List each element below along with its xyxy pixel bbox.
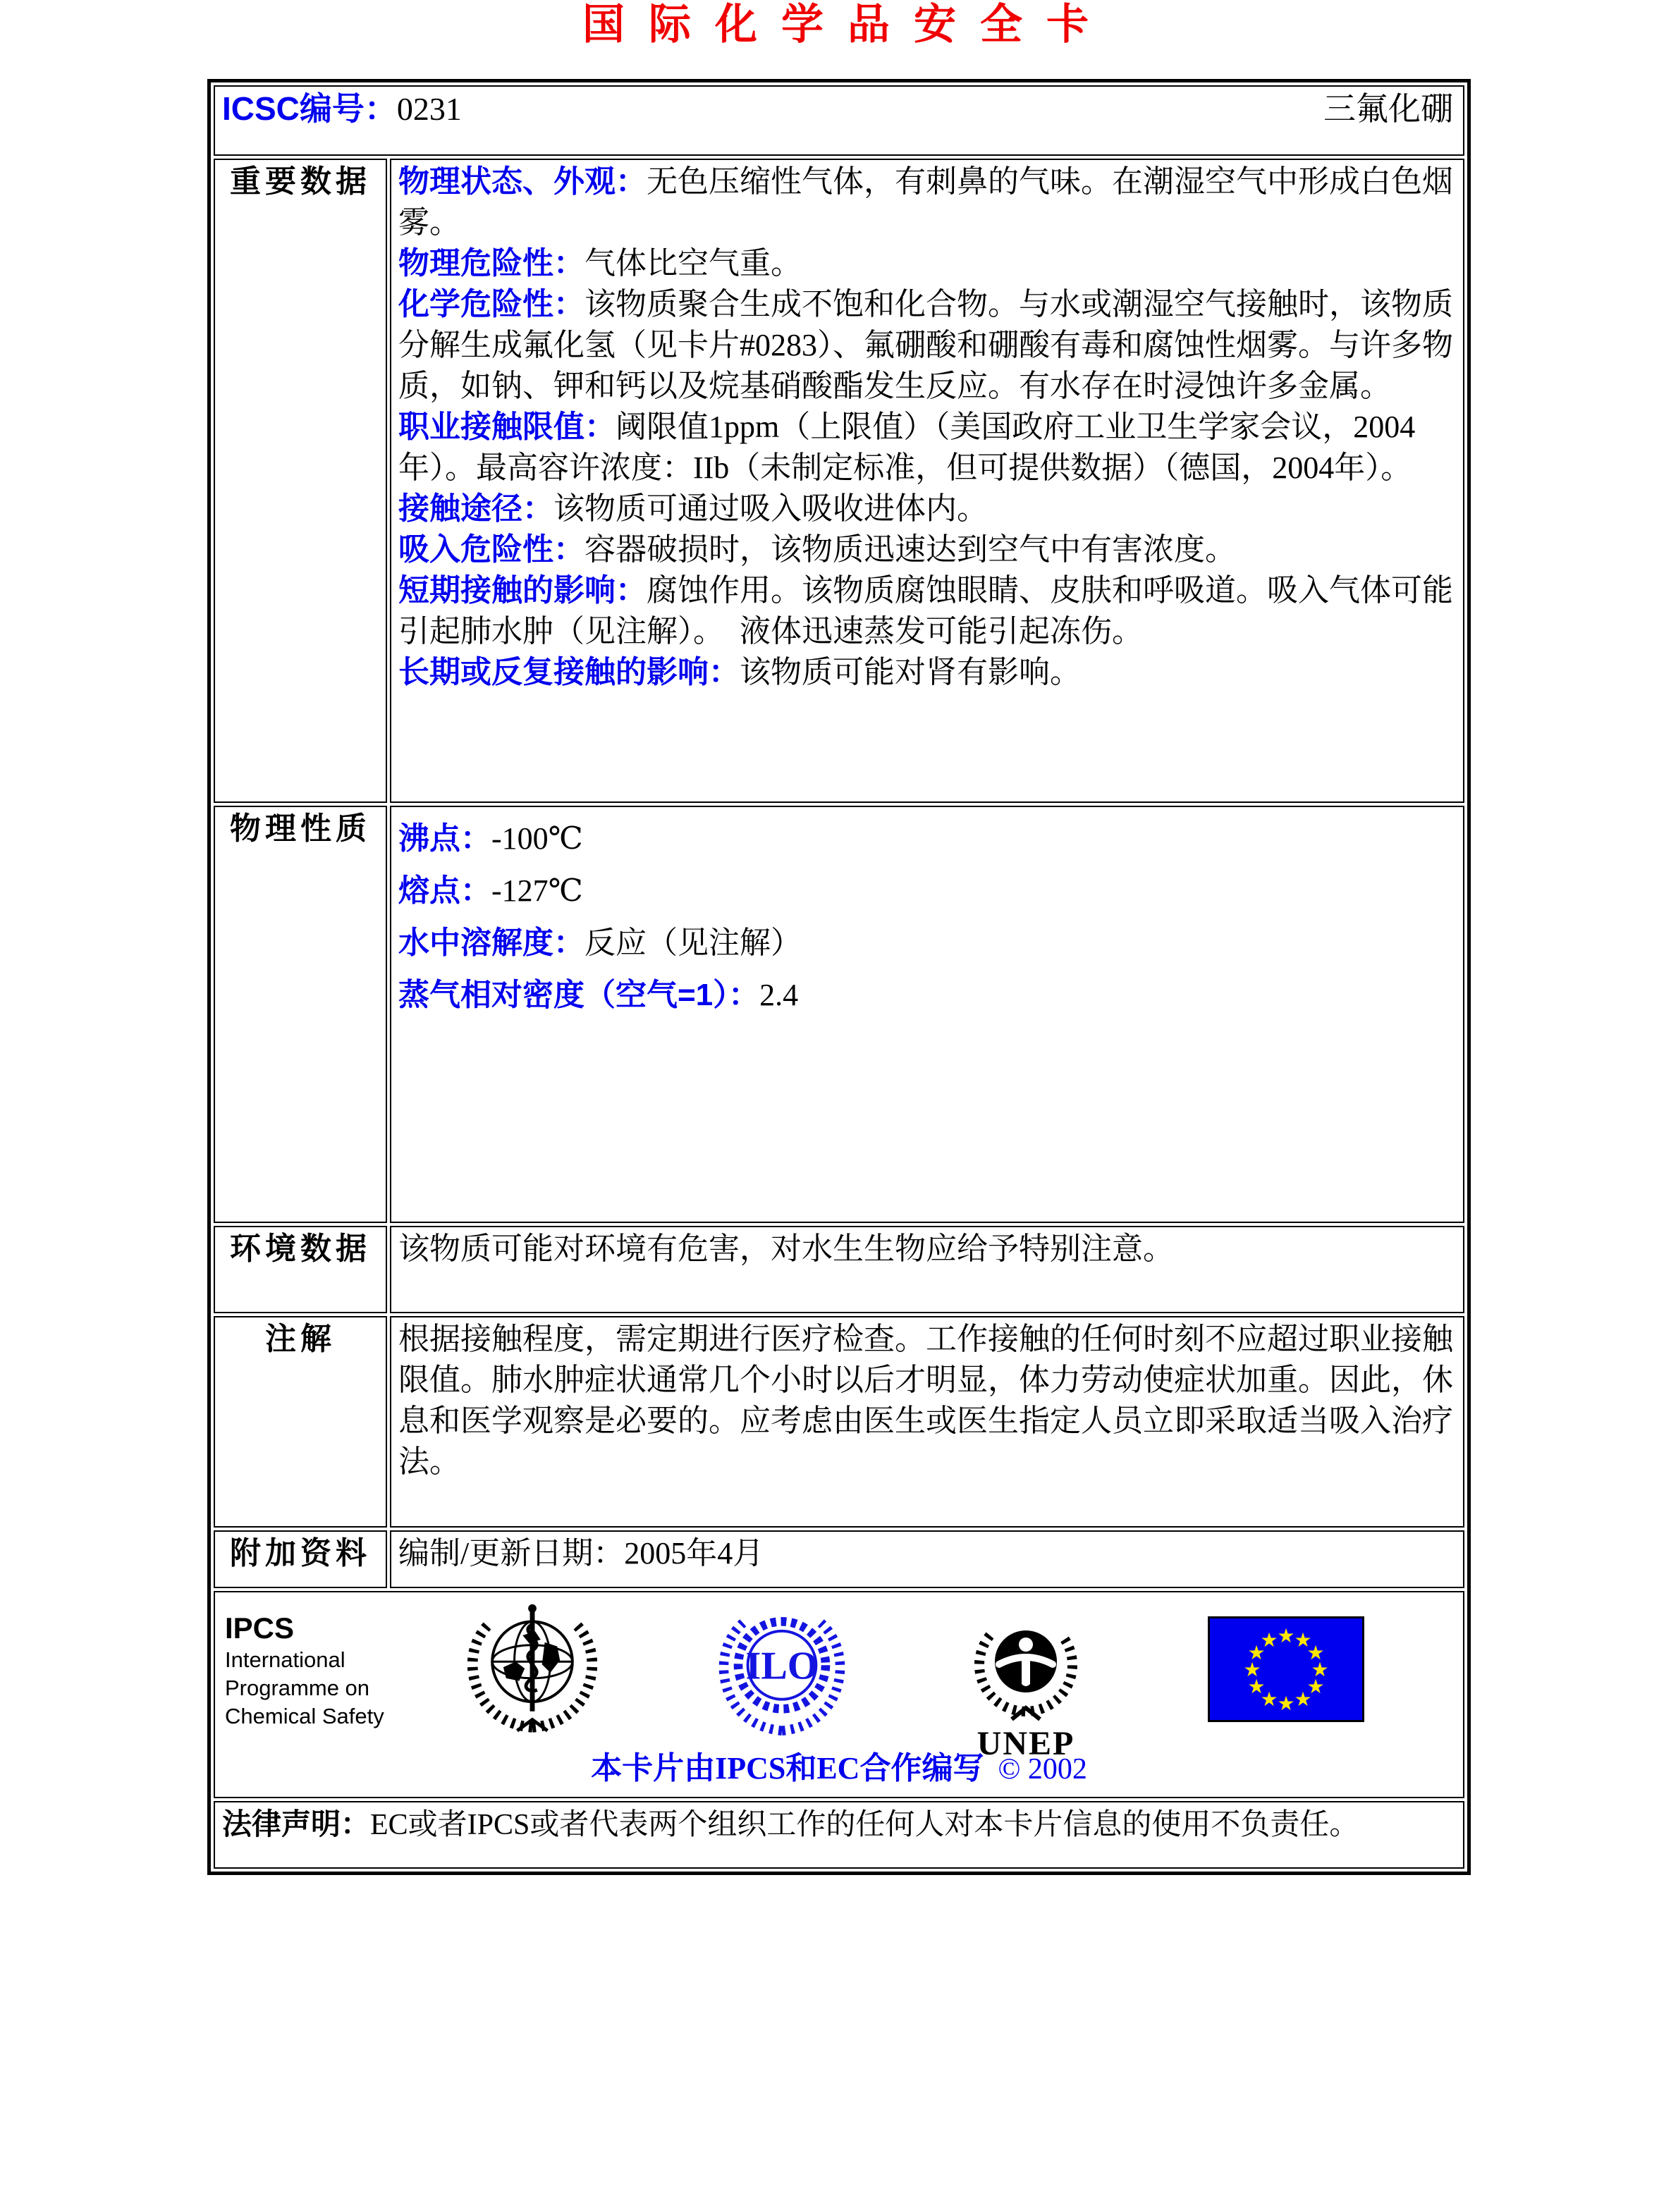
credit-line — [215, 1748, 1463, 1790]
field-text: 该物质可通过吸入吸收进体内。 — [553, 491, 988, 526]
unep-logo-text: UNEP — [977, 1725, 1075, 1762]
svg-text:★: ★ — [1277, 1624, 1295, 1647]
important-item — [398, 529, 1456, 570]
unep-logo-icon — [962, 1598, 1089, 1762]
section-important-content — [390, 159, 1464, 803]
ilo-logo-text: ILO — [745, 1644, 819, 1688]
physical-item — [398, 923, 1456, 964]
icsc-table — [207, 79, 1471, 1875]
field-label: 水中溶解度： — [398, 926, 584, 960]
svg-text:★: ★ — [1306, 1641, 1325, 1664]
header-row — [214, 85, 1464, 156]
eu-flag-icon — [1208, 1616, 1364, 1722]
page-title: 国际化学品安全卡 — [582, 0, 1113, 49]
section-notes-content — [390, 1316, 1464, 1528]
field-text: 2.4 — [759, 978, 799, 1012]
field-label: 沸点： — [398, 821, 491, 856]
section-label-environment: 环境数据 — [214, 1226, 387, 1313]
legal-row — [214, 1801, 1464, 1869]
svg-text:★: ★ — [1311, 1658, 1329, 1681]
svg-text:★: ★ — [1294, 1628, 1312, 1652]
section-physical-content — [390, 806, 1464, 1223]
field-text: -100℃ — [491, 821, 583, 856]
section-label-important: 重要数据 — [214, 159, 387, 803]
legal-label: 法律声明： — [222, 1807, 371, 1841]
important-item — [398, 570, 1456, 652]
field-label: 熔点： — [398, 873, 491, 908]
field-text: 气体比空气重。 — [584, 246, 802, 281]
ipcs-line: Chemical Safety — [225, 1704, 384, 1728]
credit-text: 本卡片由IPCS和EC合作编写 — [591, 1751, 984, 1786]
logos-row — [214, 1591, 1464, 1798]
update-date-label: 编制/更新日期： — [398, 1536, 625, 1571]
ipcs-title: IPCS — [225, 1611, 295, 1645]
field-label: 物理状态、外观： — [398, 164, 647, 199]
svg-text:★: ★ — [1247, 1641, 1266, 1664]
field-label: 接触途径： — [398, 491, 553, 526]
svg-text:★: ★ — [1260, 1628, 1278, 1652]
environment-text: 该物质可能对环境有危害，对水生生物应给予特别注意。 — [398, 1231, 1174, 1266]
field-label: 物理危险性： — [398, 246, 584, 281]
section-label-additional: 附加资料 — [214, 1530, 387, 1588]
field-text: 该物质可能对肾有影响。 — [740, 655, 1081, 689]
important-item — [398, 284, 1456, 407]
svg-text:★: ★ — [1247, 1675, 1266, 1698]
section-label-notes: 注解 — [214, 1316, 387, 1528]
field-text: -127℃ — [491, 873, 583, 908]
icsc-number-label: ICSC编号： — [222, 90, 397, 127]
field-label: 化学危险性： — [398, 287, 584, 321]
field-label: 蒸气相对密度（空气=1）： — [398, 978, 760, 1012]
update-date-value: 2005年4月 — [624, 1536, 764, 1571]
physical-item — [398, 818, 1456, 859]
section-label-physical: 物理性质 — [214, 806, 387, 1223]
field-label: 长期或反复接触的影响： — [398, 655, 740, 689]
important-item — [398, 407, 1456, 489]
field-text: 无色压缩性气体，有刺鼻的气味。在潮湿空气中形成白色烟雾。 — [398, 164, 1453, 240]
field-label: 职业接触限值： — [398, 410, 616, 444]
ilo-logo-icon — [717, 1602, 847, 1740]
notes-text: 根据接触程度，需定期进行医疗检查。工作接触的任何时刻不应超过职业接触限值。肺水肿症状通常几个小时以后才明显，体力劳动使症状加重。因此，休息和医学观察是必要的。应考虑由医生或医生指定人员立即采取适当吸入治疗法。 — [398, 1322, 1453, 1479]
important-item — [398, 161, 1456, 243]
ipcs-line: International — [225, 1647, 345, 1672]
field-text: 反应（见注解） — [584, 926, 802, 960]
important-item — [398, 489, 1456, 529]
important-item — [398, 243, 1456, 284]
section-additional-content — [390, 1530, 1464, 1588]
svg-text:★: ★ — [1306, 1675, 1325, 1698]
svg-text:★: ★ — [1277, 1692, 1295, 1715]
field-label: 吸入危险性： — [398, 532, 584, 567]
svg-text:★: ★ — [1260, 1688, 1278, 1711]
legal-text: EC或者IPCS或者代表两个组织工作的任何人对本卡片信息的使用不负责任。 — [370, 1809, 1359, 1841]
ipcs-line: Programme on — [225, 1676, 370, 1700]
field-text: 腐蚀作用。该物质腐蚀眼睛、皮肤和呼吸道。吸入气体可能引起肺水肿（见注解）。 液体迅速蒸发可能引起冻伤。 — [398, 573, 1453, 649]
who-logo-icon — [463, 1599, 601, 1740]
section-environment-content — [390, 1226, 1464, 1313]
field-label: 短期接触的影响： — [398, 573, 647, 608]
chemical-name: 三氟化硼 — [1323, 90, 1453, 127]
important-item — [398, 652, 1456, 693]
svg-text:★: ★ — [1243, 1658, 1261, 1681]
field-text: 该物质聚合生成不饱和化合物。与水或潮湿空气接触时，该物质分解生成氟化氢（见卡片#0283）、氟硼酸和硼酸有毒和腐蚀性烟雾。与许多物质，如钠、钾和钙以及烷基硝酸酯发生反应。有水存在时浸蚀许多金属。 — [398, 287, 1453, 403]
icsc-number-field — [222, 88, 462, 130]
physical-item — [398, 871, 1456, 911]
update-date-field — [398, 1533, 1456, 1574]
credit-year: © 2002 — [998, 1753, 1087, 1786]
svg-text:★: ★ — [1294, 1688, 1312, 1711]
physical-item — [398, 975, 1456, 1016]
field-text: 阈限值1ppm（上限值）（美国政府工业卫生学家会议，2004年）。最高容许浓度：IIb（未制定标准，但可提供数据）（德国，2004年）。 — [398, 410, 1416, 485]
ipcs-text-block — [225, 1611, 384, 1731]
icsc-number-value: 0231 — [396, 91, 462, 127]
field-text: 容器破损时，该物质迅速达到空气中有害浓度。 — [584, 532, 1236, 567]
